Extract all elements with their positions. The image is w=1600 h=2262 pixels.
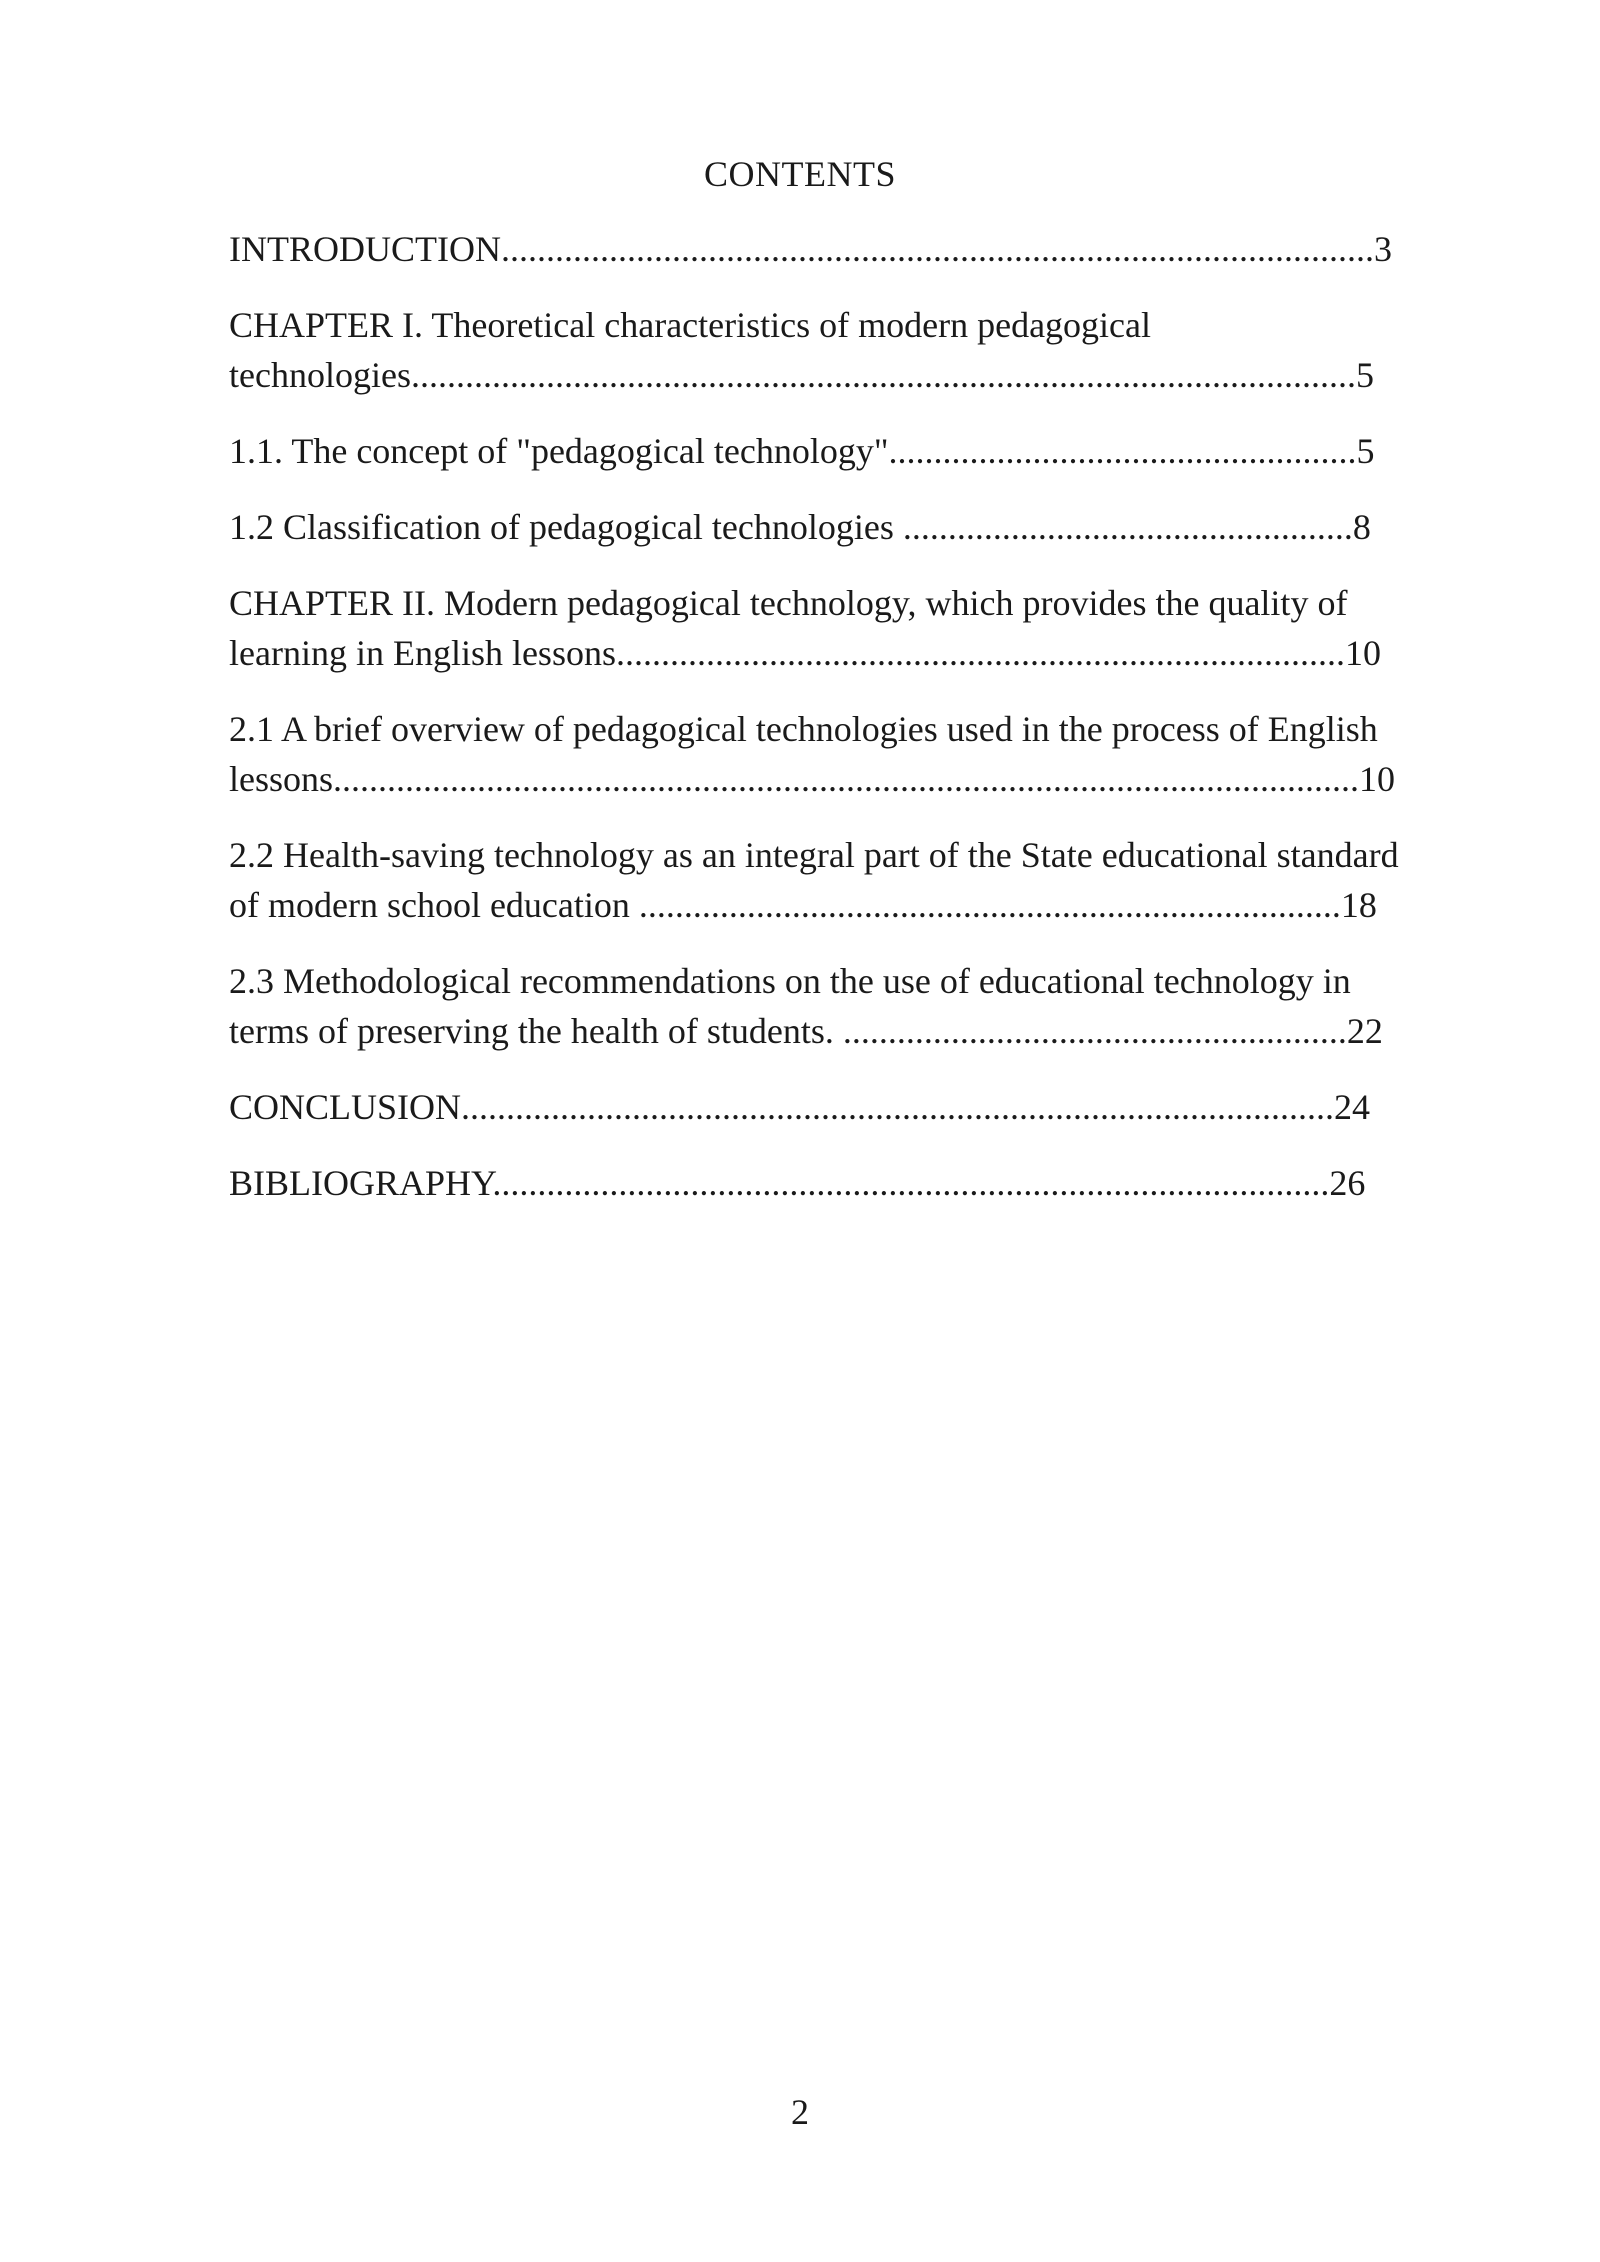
toc-entry-1-1: 1.1. The concept of "pedagogical technology"....................................................5 — [229, 431, 1375, 471]
contents-heading: CONTENTS — [704, 154, 896, 194]
toc-entry-2-3: 2.3 Methodological recommendations on the use of educational technology in terms of preserving the health of students. ........................................................22 — [229, 961, 1383, 1051]
toc-entry-bibliography: BIBLIOGRAPHY.............................................................................................26 — [229, 1163, 1366, 1203]
toc-entry-chapter-1: CHAPTER I. Theoretical characteristics of modern pedagogical technologies.........................................................................................................5 — [229, 305, 1374, 395]
table-of-contents — [229, 224, 1459, 1234]
toc-entry-2-2: 2.2 Health-saving technology as an integral part of the State educational standard of modern school education ..............................................................................18 — [229, 835, 1399, 925]
toc-entry-chapter-2: CHAPTER II. Modern pedagogical technology, which provides the quality of learning in English lessons.................................................................................10 — [229, 583, 1381, 673]
toc-entry-introduction: INTRODUCTION.................................................................................................3 — [229, 229, 1392, 269]
toc-entry-1-2: 1.2 Classification of pedagogical technologies ..................................................8 — [229, 507, 1371, 547]
page-number: 2 — [791, 2092, 809, 2132]
toc-entry-2-1: 2.1 A brief overview of pedagogical technologies used in the process of English lessons..................................................................................................................10 — [229, 709, 1396, 799]
toc-entry-conclusion: CONCLUSION.................................................................................................24 — [229, 1087, 1371, 1127]
